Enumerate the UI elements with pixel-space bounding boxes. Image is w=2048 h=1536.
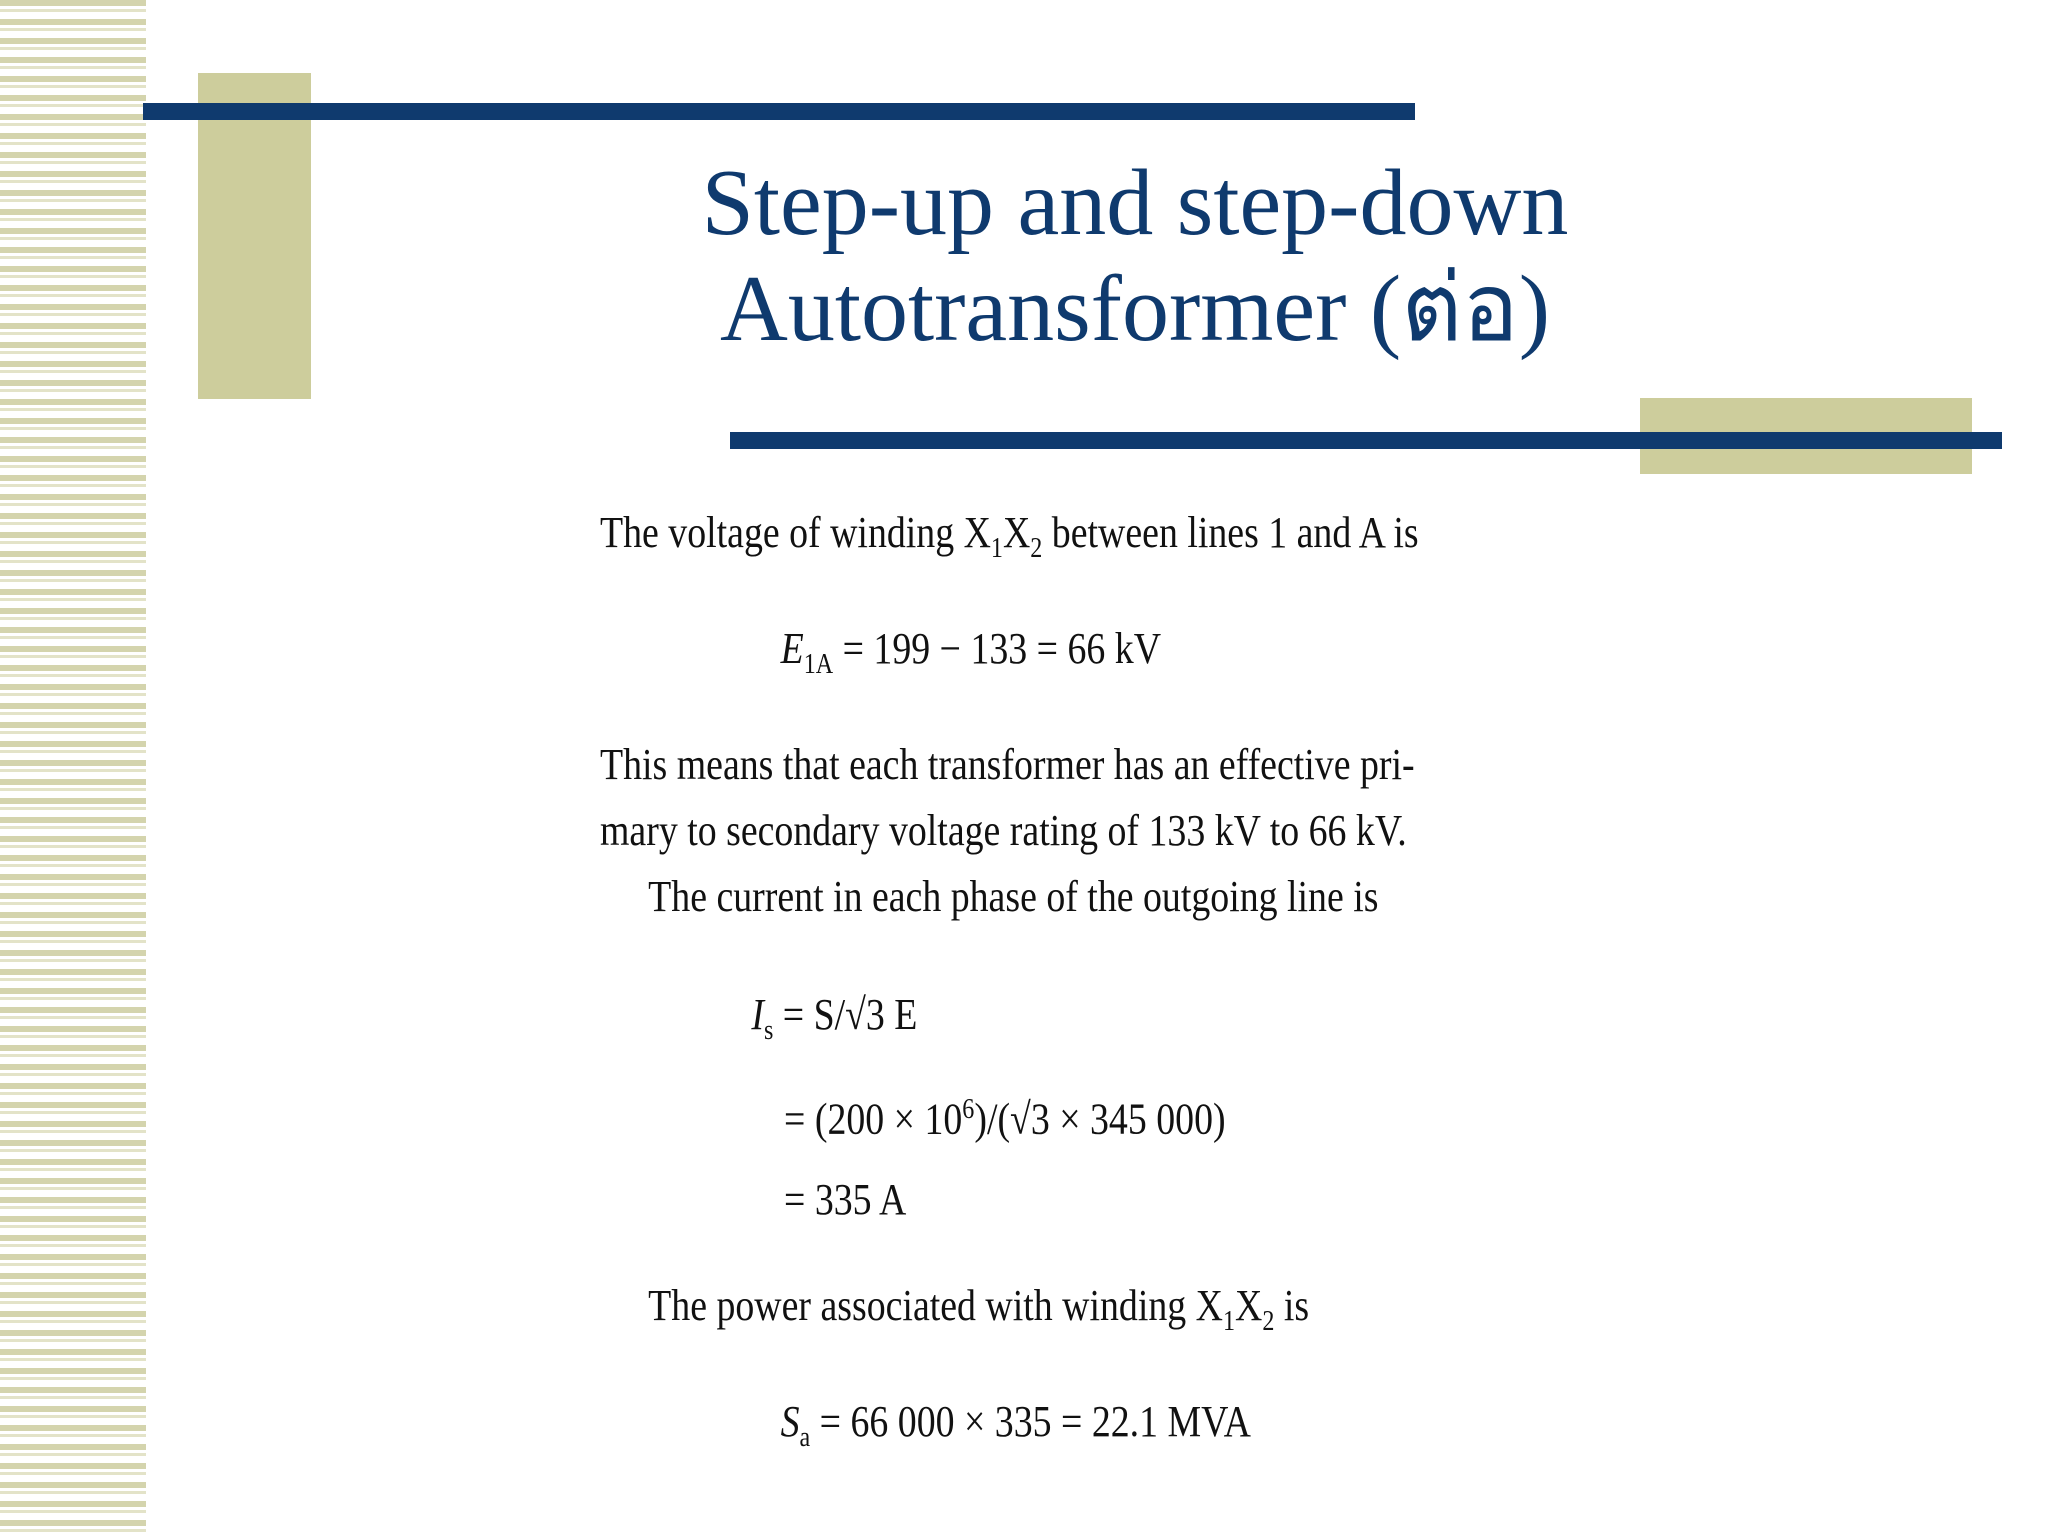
title-line-2: Autotransformer (ต่อ) — [719, 257, 1551, 361]
equation-is-step2: = $(200 \times 10^6)/(√3 \times 345$ 000) — [784, 1094, 1226, 1145]
slide-title — [560, 150, 1710, 362]
bottom-rule — [730, 432, 2002, 449]
slide-body — [600, 500, 1419, 1471]
top-rule — [143, 103, 1415, 120]
text-effective-rating-2: mary to secondary voltage rating of 133 kV to 66 kV. — [600, 805, 1407, 855]
text-current-phase: The current in each phase of the outgoing line is — [648, 871, 1379, 921]
equation-e1a: $E_{1A} = 199 - 133 = 66$ kV — [780, 623, 1162, 680]
text-voltage-winding: The voltage of winding $X_1X_2$ between lines 1 and A is — [600, 508, 1419, 564]
equation-is: $I_s = S/√3$ E — [751, 989, 918, 1046]
text-effective-rating-1: This means that each transformer has an effective pri- — [600, 739, 1415, 789]
text-power-winding: The power associated with winding $X_1X_2$ is — [648, 1281, 1310, 1337]
equation-sa: $S_a = 66$ 000 × 335 = 22.1 MVA — [780, 1396, 1251, 1453]
title-accent-block — [198, 73, 311, 399]
title-line-1: Step-up and step-down — [701, 151, 1569, 255]
equation-is-result: = 335 A — [784, 1175, 907, 1225]
left-stripe-decoration — [0, 0, 146, 1536]
